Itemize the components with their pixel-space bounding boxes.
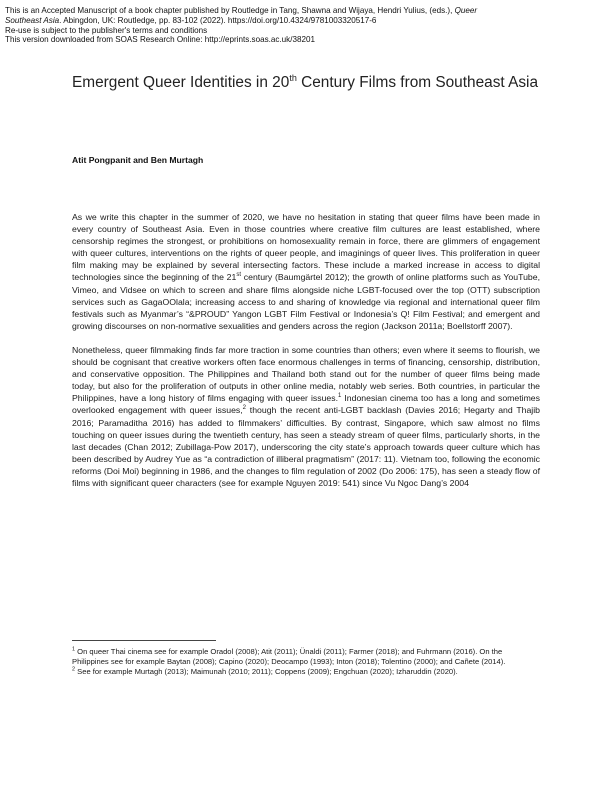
manuscript-header xyxy=(5,6,603,45)
paragraph-1-text-b: century (Baumgärtel 2012); the growth of online platforms such as YouTube, Vimeo, and Vidsee on which to screen and share films alongside niche LGBT-focused over the top (OTT) subscription services such as GagaOOlala; increasing access to and sharing of knowledge via regional and international queer film festivals such as Myanmar’s “&PROUD” Yangon LGBT Film Festival or Indonesia’s Q! Film Festival; and emergent and growing discourses on non-normative sexualities and genders across the region (Jackson 2011a; Boellstorff 2007). xyxy=(72,272,540,331)
header-citation-line-2 xyxy=(5,16,603,26)
footnote-1 xyxy=(72,647,540,667)
footnote-2 xyxy=(72,667,540,677)
paragraph-2-text-a: Nonetheless, queer filmmaking finds far more traction in some countries than others; even where it seems to flourish, we should be cognisant that creative workers often face enormous challenges in terms of financing, censorship, distribution, and conservative opposition. The Philippines and Thailand both stand out for the number of queer films being made today, but also for the proliferation of outputs in other online media, notably web series. Both countries, in particular the Philippines, have a long history of films engaging with queer issues. xyxy=(72,344,540,404)
footnote-1-text: On queer Thai cinema see for example Oradol (2008); Atit (2011); Ünaldi (2011); Farmer (2018); and Fuhrmann (2016). On the Philippines see for example Baytan (2008); Capino (2020); Deocampo (1993); Inton (2018); Tolentino (2000); and Cañete (2014). xyxy=(72,647,506,666)
chapter-title-part-2: Century Films from Southeast Asia xyxy=(296,74,539,91)
paragraph-1-text-a: As we write this chapter in the summer of 2020, we have no hesitation in stating that queer films have been made in every country of Southeast Asia. Even in those countries where creative film cultures are least established, where censorship regimes the strongest, or prohibitions on homosexuality remain in force, there are glimmers of engagement with queer cultures, interventions on the rights of queer people, and imaginings of queer lives. This proliferation in queer film making may be explained by several intersecting factors. These include a marked increase in access to digital technologies since the beginning of the 21 xyxy=(72,212,540,283)
header-download-source[interactable]: This version downloaded from SOAS Research Online: http://eprints.soas.ac.uk/38201 xyxy=(5,35,315,45)
paragraph-2-text-b: Indonesian cinema too has a long and sometimes overlooked engagement with queer issues, xyxy=(72,393,540,416)
header-citation-line-1 xyxy=(5,6,603,16)
footnote-2-number: 2 xyxy=(72,666,76,673)
footnote-1-number: 1 xyxy=(72,646,76,653)
footnote-ref-2[interactable]: 2 xyxy=(242,405,246,412)
header-book-title-start: Queer xyxy=(454,6,478,15)
chapter-title xyxy=(72,73,552,93)
body-text xyxy=(72,211,540,501)
chapter-title-superscript: th xyxy=(289,72,297,83)
header-citation-rest[interactable]: . Abingdon, UK: Routledge, pp. 83-102 (2022). https://doi.org/10.4324/9781003320517-6 xyxy=(59,15,377,25)
chapter-title-part-1: Emergent Queer Identities in 20 xyxy=(72,74,290,91)
paragraph-2 xyxy=(72,344,540,489)
header-reuse-notice: Re-use is subject to the publisher's terms and conditions xyxy=(5,25,208,35)
authors: Atit Pongpanit and Ben Murtagh xyxy=(72,155,204,165)
paragraph-2-text-c: though the recent anti-LGBT backlash (Davies 2016; Hegarty and Thajib 2016; Paramaditha 2016) has added to filmmakers’ difficulties. By contrast, Singapore, which saw almost no films touching on queer issues during the twentieth century, has seen a steady stream of queer films, particularly shorts, in the last decades (Chan 2012; Zubillaga-Pow 2017), underscoring the city state’s approach towards queer culture which has been described by Audrey Yue as “a contradiction of illiberal pragmatism” (2017: 11). Vietnam too, following the economic reforms (Doi Moi) beginning in 1986, and the changes to film regulation of 2002 (Do 2006: 175), has seen a steady flow of films with significant queer characters (see for example Nguyen 2019: 541) since Vu Ngoc Dang’s 2004 xyxy=(72,405,540,488)
footnotes xyxy=(72,647,540,677)
footnote-2-text: See for example Murtagh (2013); Maimunah (2010; 2011); Coppens (2009); Engchuan (2020); Izharuddin (2020). xyxy=(75,666,458,676)
header-citation-text: This is an Accepted Manuscript of a book chapter published by Routledge in Tang, Shawna and Wijaya, Hendri Yulius, (eds.), xyxy=(5,6,455,15)
paragraph-1-superscript: st xyxy=(236,272,242,279)
footnote-ref-1[interactable]: 1 xyxy=(338,393,342,400)
footnote-divider xyxy=(72,640,216,641)
header-book-title-end: Southeast Asia xyxy=(5,15,60,25)
paragraph-1 xyxy=(72,211,540,332)
